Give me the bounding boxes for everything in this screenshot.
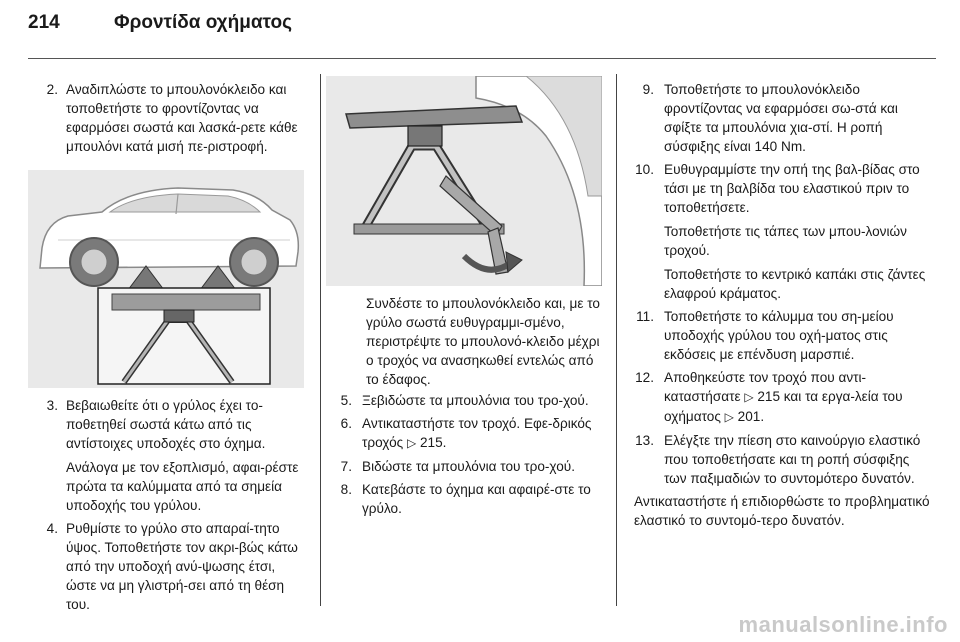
- step-text-continued: και τα εργα-λεία του οχήματος: [664, 389, 903, 424]
- step-number: 7.: [340, 459, 352, 474]
- page-number: 214: [28, 12, 60, 33]
- column-divider-right: [616, 74, 617, 606]
- cross-reference-icon: ▷: [724, 410, 734, 424]
- step-6: [330, 414, 606, 453]
- step-5: [330, 391, 606, 410]
- header-rule: [28, 58, 936, 59]
- step-number: 11.: [636, 309, 654, 324]
- column-2: [330, 294, 606, 518]
- step-13: [626, 431, 932, 488]
- step-number: 10.: [635, 162, 654, 177]
- column-3: [626, 80, 932, 530]
- step-text: Αντικαταστήστε τον τροχό. Εφε-δρικός τροχός: [362, 416, 592, 450]
- step-10: [626, 160, 932, 303]
- step-12: [626, 368, 932, 427]
- step-number: 9.: [642, 82, 654, 97]
- jack-wrench-illustration: [326, 76, 602, 286]
- step-note: Τοποθετήστε το κεντρικό καπάκι στις ζάντες ελαφρού κράματος.: [664, 267, 926, 301]
- step-text: Βιδώστε τα μπουλόνια του τρο-χού.: [362, 459, 575, 474]
- step-9: [626, 80, 932, 156]
- cross-reference-icon: ▷: [744, 390, 754, 404]
- step-text: Αποθηκεύστε τον τροχό που αντι-καταστήσατε: [664, 370, 867, 404]
- step-number: 8.: [340, 482, 352, 497]
- cross-reference-page[interactable]: 201.: [737, 409, 765, 424]
- step-text: Κατεβάστε το όχημα και αφαιρέ-στε το γρύλο.: [362, 482, 591, 516]
- step-text: Ευθυγραμμίστε την οπή της βαλ-βίδας στο τάσι με τη βαλβίδα του ελαστικού πριν το τοποθετήσετε.: [664, 162, 920, 215]
- step-number: 5.: [340, 393, 352, 408]
- step-text: Ελέγξτε την πίεση στο καινούργιο ελαστικό που τοποθετήσατε και τη ροπή σύσφιξης των παξιμαδιών το συντομότερο δυνατόν.: [664, 433, 921, 486]
- step-note: Τοποθετήστε τις τάπες των μπου-λονιών τροχού.: [664, 224, 907, 258]
- step-number: 3.: [46, 398, 58, 413]
- watermark: manualsonline.info: [738, 612, 948, 637]
- step-number: 12.: [635, 370, 654, 385]
- step-text: Ρυθμίστε το γρύλο στο απαραί-τητο ύψος. Τοποθετήστε τον ακρι-βώς κάτω από την υποδοχή ανύ-ψωσης έτσι, ώστε να μη γλιστρή-σει από τη θέση του.: [66, 521, 298, 612]
- step-4: [36, 519, 304, 614]
- step-note: Ανάλογα με τον εξοπλισμό, αφαι-ρέστε πρώτα τα καλύμματα από τα σημεία υποδοχής του γρύλου.: [66, 460, 299, 513]
- step-number: 4.: [46, 521, 58, 536]
- step-number: 2.: [46, 82, 58, 97]
- step-text: Ξεβιδώστε τα μπουλόνια του τρο-χού.: [362, 393, 589, 408]
- column-divider-left: [320, 74, 321, 606]
- column-1: [36, 80, 304, 156]
- cross-reference-icon: ▷: [406, 436, 417, 450]
- final-note: Αντικαταστήστε ή επιδιορθώστε το προβληματικό ελαστικό το συντομό-τερο δυνατόν.: [634, 494, 930, 528]
- cross-reference-page[interactable]: 215: [757, 389, 781, 404]
- step-3: [36, 396, 304, 515]
- step-number: 13.: [635, 433, 654, 448]
- step-text: Τοποθετήστε το κάλυμμα του ση-μείου υποδοχής γρύλου του οχή-ματος στις εκδόσεις με επένδυση μαρσπιέ.: [664, 309, 894, 362]
- car-jack-illustration: [28, 170, 304, 388]
- step-text: Τοποθετήστε το μπουλονόκλειδο φροντίζοντας να εφαρμόσει σω-στά και σφίξτε τα μπουλόνια χια-στί. Η ροπή σύσφιξης είναι 140 Nm.: [664, 82, 898, 154]
- step-text: Βεβαιωθείτε ότι ο γρύλος έχει το-ποθετηθεί σωστά κάτω από τις αντίστοιχες υποδοχές στο όχημα.: [66, 398, 266, 451]
- figure-caption: Συνδέστε το μπουλονόκλειδο και, με το γρύλο σωστά ευθυγραμμι-σμένο, περιστρέψτε το μπουλονό-κλειδο μέχρι ο τροχός να ανασηκωθεί εντελώς από το έδαφος.: [366, 296, 600, 387]
- column-1-lower: [36, 396, 304, 614]
- step-8: [330, 480, 606, 518]
- step-number: 6.: [340, 416, 352, 431]
- step-7: [330, 457, 606, 476]
- figure-jack-wrench: [326, 76, 602, 286]
- figure-car-jack-points: [28, 170, 304, 388]
- page-title: Φροντίδα οχήματος: [114, 12, 292, 33]
- cross-reference-page[interactable]: 215.: [419, 435, 447, 450]
- step-text: Αναδιπλώστε το μπουλονόκλειδο και τοποθετήστε το φροντίζοντας να εφαρμόσει σωστά και λασκά-ρετε κάθε μπουλόνι κατά μισή πε-ριστροφή.: [66, 82, 298, 154]
- step-11: [626, 307, 932, 364]
- step-2: [36, 80, 304, 156]
